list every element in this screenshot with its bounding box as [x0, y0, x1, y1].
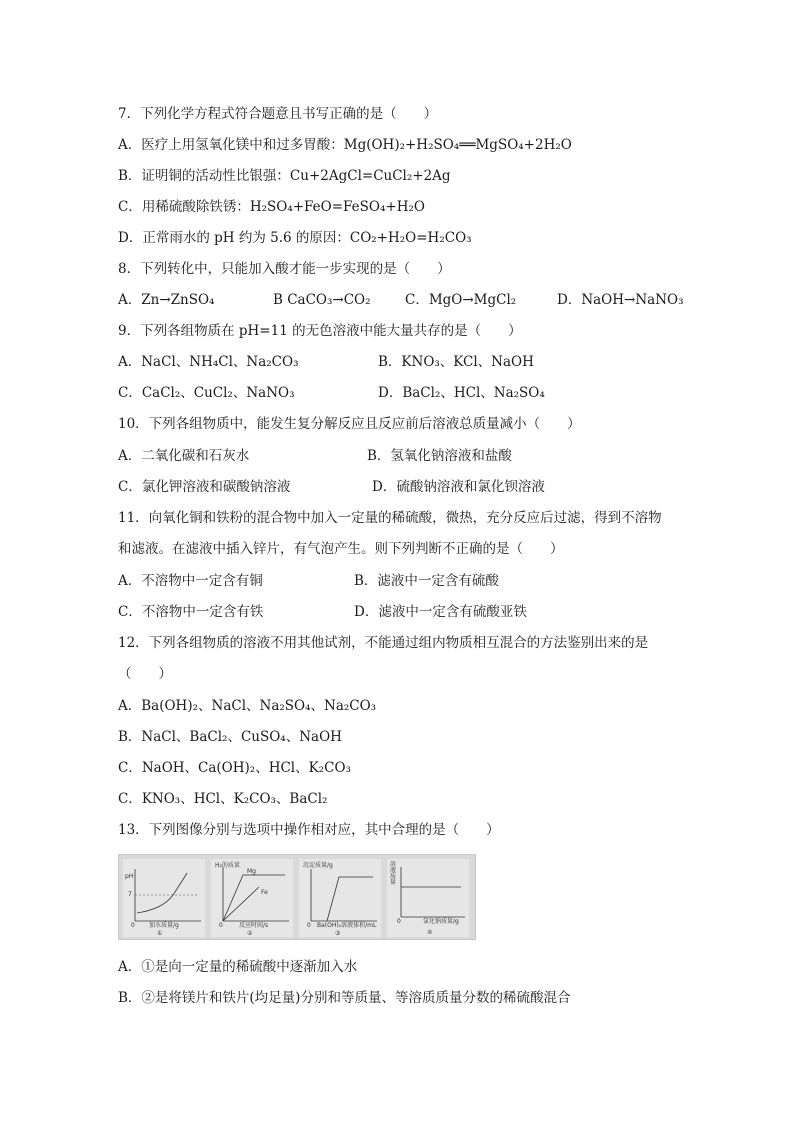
- graph-panel-3: [299, 859, 381, 937]
- q10-option-a: A．二氧化碳和石灰水: [118, 448, 250, 464]
- graph-3-number: ③: [335, 930, 341, 937]
- graph-2-fe-label: Fe: [261, 889, 268, 896]
- q11-option-d: D．滤液中一定含有硫酸亚铁: [354, 604, 527, 620]
- q8-option-a: A．Zn→ZnSO₄: [118, 292, 215, 308]
- q8-option-c: C．MgO→MgCl₂: [405, 292, 517, 308]
- q11-stem-line1: 11．向氧化铜和铁粉的混合物中加入一定量的稀硫酸，微热，充分反应后过滤，得到不溶物: [118, 510, 662, 526]
- q10-option-b: B．氢氧化钠溶液和盐酸: [367, 448, 512, 464]
- q9-option-b: B．KNO₃、KCl、NaOH: [378, 354, 534, 370]
- q9-option-c: C．CaCl₂、CuCl₂、NaNO₃: [118, 385, 295, 401]
- q12-option-b: B．NaCl、BaCl₂、CuSO₄、NaOH: [118, 729, 342, 745]
- graph-3-x-label: Ba(OH)₂溶液体积/mL: [317, 922, 377, 929]
- q12-stem-line1: 12．下列各组物质的溶液不用其他试剂，不能通过组内物质相互混合的方法鉴别出来的是: [118, 635, 649, 651]
- q10-stem: 10．下列各组物质中，能发生复分解反应且反应前后溶液总质量减小（ ）: [118, 416, 581, 432]
- graph-panel-1: [123, 859, 205, 937]
- q11-option-a: A．不溶物中一定含有铜: [118, 573, 263, 589]
- q9-option-d: D．BaCl₂、HCl、Na₂SO₄: [378, 385, 545, 401]
- q12-option-a: A．Ba(OH)₂、NaCl、Na₂SO₄、Na₂CO₃: [118, 698, 377, 714]
- q11-option-c: C．不溶物中一定含有铁: [118, 604, 264, 620]
- q12-option-c: C．NaOH、Ca(OH)₂、HCl、K₂CO₃: [118, 760, 351, 776]
- graph-4-zero: 0: [397, 918, 401, 925]
- q10-option-d: D．硫酸钠溶液和氯化钡溶液: [372, 479, 545, 495]
- graph-3-y-label: 沉淀质量/g: [303, 862, 333, 869]
- q9-option-a: A．NaCl、NH₄Cl、Na₂CO₃: [118, 354, 299, 370]
- q8-stem: 8．下列转化中，只能加入酸才能一步实现的是（ ）: [118, 261, 451, 277]
- graph-2-x-label: 反应时间/s: [239, 922, 269, 929]
- q12-option-d: C．KNO₃、HCl、K₂CO₃、BaCl₂: [118, 791, 328, 807]
- q7-option-c: C．用稀硫酸除铁锈：H₂SO₄+FeO=FeSO₄+H₂O: [118, 199, 425, 215]
- q13-option-a: A．①是向一定量的稀硫酸中逐渐加入水: [118, 959, 358, 975]
- q8-option-d: D．NaOH→NaNO₃: [557, 292, 684, 308]
- graph-1-zero: 0: [131, 922, 135, 929]
- q7-stem: 7．下列化学方程式符合题意且书写正确的是（ ）: [118, 106, 438, 122]
- q7-option-b: B．证明铜的活动性比银强：Cu+2AgCl=CuCl₂+2Ag: [118, 168, 451, 184]
- q7-option-a: A．医疗上用氢氧化镁中和过多胃酸：Mg(OH)₂+H₂SO₄══MgSO₄+2H₂O: [118, 137, 572, 153]
- graph-1-y-label: pH: [125, 873, 134, 880]
- q11-option-b: B．滤液中一定含有硫酸: [354, 573, 499, 589]
- graph-1-number: ①: [157, 930, 163, 937]
- graph-2-number: ②: [247, 930, 253, 937]
- graph-1-x-label: 加水质量/g: [149, 922, 179, 929]
- graph-panel-2: [211, 859, 293, 937]
- graph-3-zero: 0: [307, 922, 311, 929]
- graph-4-x-label: 氯化钠质量/g: [423, 918, 459, 925]
- q13-stem: 13．下列图像分别与选项中操作相对应，其中合理的是（ ）: [118, 822, 500, 838]
- q7-option-d: D．正常雨水的 pH 约为 5.6 的原因：CO₂+H₂O=H₂CO₃: [118, 230, 472, 246]
- q12-stem-line2: （ ）: [118, 666, 172, 682]
- q13-graph-figure: [118, 854, 476, 940]
- q10-option-c: C．氯化钾溶液和碳酸钠溶液: [118, 479, 291, 495]
- q8-option-b: B CaCO₃→CO₂: [273, 292, 371, 308]
- q11-stem-line2: 和滤液。在滤液中插入锌片，有气泡产生。则下列判断不正确的是（ ）: [118, 541, 564, 557]
- graph-2-mg-label: Mg: [247, 868, 256, 875]
- q13-option-b: B．②是将镁片和铁片(均足量)分别和等质量、等溶质质量分数的稀硫酸混合: [118, 990, 571, 1006]
- graph-panel-4: [387, 859, 469, 937]
- graph-4-number: ④: [427, 929, 433, 936]
- q9-stem: 9．下列各组物质在 pH=11 的无色溶液中能大量共存的是（ ）: [118, 323, 522, 339]
- graph-2-y-label: H₂的质量: [215, 862, 240, 869]
- graph-2-zero: 0: [219, 922, 223, 929]
- graph-1-seven: 7: [128, 891, 132, 898]
- graph-4-y-label: 溶液质量: [390, 861, 397, 886]
